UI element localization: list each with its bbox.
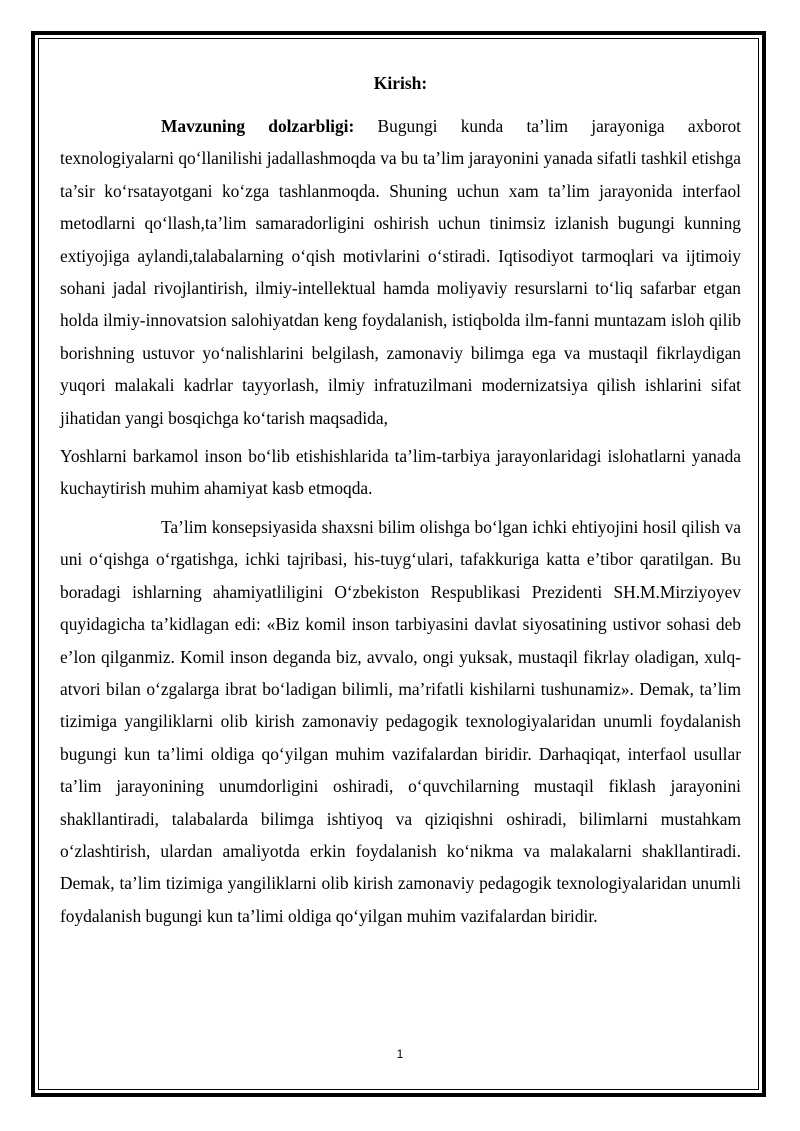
- paragraph-concept: Ta’lim konsepsiyasida shaxsni bilim olishga bo‘lgan ichki ehtiyojini hosil qilish va uni o‘qishga o‘rgatishga, ichki tajribasi, his-tuyg‘ulari, tafakkuriga katta e’tibor qaratilgan. Bu boradagi ishlarning ahamiyatliligini O‘zbekiston Respublikasi Prezidenti SH.M.Mirziyoyev quyidagicha ta’kidlagan edi: «Biz komil inson tarbiyasini davlat siyosatining ustivor sohasi deb e’lon qilganmiz. Komil inson deganda biz, avvalo, ongi yuksak, mustaqil fikrlay oladigan, xulq-atvori bilan o‘zgalarga ibrat bo‘ladigan bilimli, ma’rifatli kishilarni tushunamiz». Demak, ta’lim tizimiga yangiliklarni olib kirish zamonaviy pedagogik texnologiyalaridan unumli foydalanish bugungi kun ta’limi oldiga qo‘yilgan muhim vazifalardan biridir. Darhaqiqat, interfaol usullar ta’lim jarayonining unumdorligini oshiradi, o‘quvchilarning mustaqil fiklash jarayonini shakllantiradi, talabalarda bilimga ishtiyoq va qiziqishni oshiradi, bilimlarni mustahkam o‘zlashtirish, ulardan amaliyotda erkin foydalanish ko‘nikma va malakalarni shakllantiradi. Demak, ta’lim tizimiga yangiliklarni olib kirish zamonaviy pedagogik texnologiyalaridan unumli foydalanish bugungi kun ta’limi oldiga qo‘yilgan muhim vazifalardan biridir.: [60, 516, 741, 926]
- section-title: Kirish:: [373, 73, 428, 93]
- document-body: [60, 72, 741, 932]
- paragraph-youth: Yoshlarni barkamol inson bo‘lib etishishlarida ta’lim-tarbiya jarayonlaridagi islohatlarni yanada kuchaytirish muhim ahamiyat kasb etmoqda.: [60, 446, 741, 499]
- paragraph-lead: Mavzuning dolzarbligi:: [161, 116, 355, 136]
- paragraph-relevance: [60, 110, 741, 434]
- paragraph-text: Bugungi kunda ta’lim jarayoniga axborot texnologiyalarni qo‘llanilishi jadallashmoqda va bu ta’lim jarayonini yanada sifatli tashkil etishga ta’sir ko‘rsatayotgani ko‘zga tashlanmoqda. Shuning uchun xam ta’lim jarayonida interfaol metodlarni qo‘llash,ta’lim samaradorligini oshirish uchun tinimsiz izlanish bugungi kunning extiyojiga aylandi,talabalarning o‘qish motivlarini o‘stiradi. Iqtisodiyot tarmoqlari va ijtimoiy sohani jadal rivojlantirish, ilmiy-intellektual hamda moliyaviy resurslarni to‘liq safarbar etgan holda ilmiy-innovatsion salohiyatdan keng foydalanish, istiqbolda ilm-fanni muntazam isloh qilib borishning ustuvor yo‘nalishlarini belgilash, zamonaviy bilimga ega va mustaqil fikrlaydigan yuqori malakali kadrlar tayyorlash, ilmiy infratuzilmani modernizatsiya qilish ishlarini sifat jihatidan yangi bosqichga ko‘tarish maqsadida,: [60, 116, 741, 428]
- page-number: 1: [396, 1047, 404, 1061]
